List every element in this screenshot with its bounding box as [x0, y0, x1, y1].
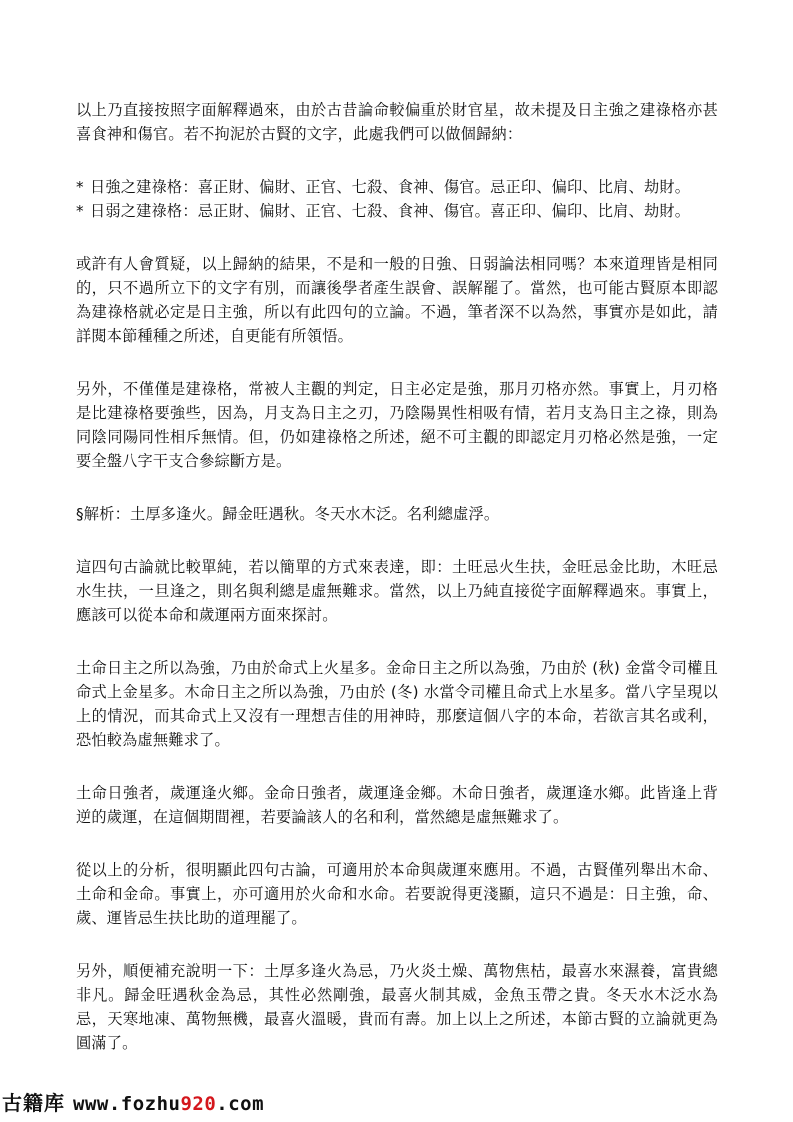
paragraph: 另外，不僅僅是建祿格，常被人主觀的判定，日主必定是強，那月刃格亦然。事實上，月刃格是比建祿格要強些，因為，月支為日主之刃，乃陰陽異性相吸有情，若月支為日主之祿，則為同陰同陽同性相斥無情。但，仍如建祿格之所述，絕不可主觀的即認定月刃格必然是強，一定要全盤八字干支合參綜斷方是。 [76, 380, 718, 470]
paragraph: 或許有人會質疑，以上歸納的結果，不是和一般的日強、日弱論法相同嗎？本來道理皆是相同的，只不過所立下的文字有別，而讓後學者產生誤會、誤解罷了。當然，也可能古賢原本即認為建祿格就必定是日主強，所以有此四句的立論。不過，筆者深不以為然，事實亦是如此，請詳閱本節種種之所述，自更能有所領悟。 [76, 255, 718, 345]
site-url-prefix: www.fozhu [73, 1093, 181, 1115]
site-url-suffix: .com [216, 1093, 265, 1115]
paragraph: 土命日主之所以為強，乃由於命式上火星多。金命日主之所以為強，乃由於 (秋) 金當令司權且命式上金星多。木命日主之所以為強，乃由於 (冬) 水當令司權且命式上水星多。當八字呈現以上的情況，而其命式上又沒有一理想吉佳的用神時，那麼這個八字的本命，若欲言其名或利，恐怕較為虛無難求了。 [76, 659, 718, 749]
paragraph: 從以上的分析，很明顯此四句古論，可適用於本命與歲運來應用。不過，古賢僅列舉出木命、土命和金命。事實上，亦可適用於火命和水命。若要說得更淺顯，這只不過是：日主強，命、歲、運皆忌生扶比助的道理罷了。 [76, 861, 718, 927]
document-body [76, 98, 718, 1084]
paragraph: 另外，順便補充說明一下：土厚多逢火為忌，乃火炎土燥、萬物焦枯，最喜水來濕養，富貴總非凡。歸金旺遇秋金為忌，其性必然剛強，最喜火制其威，金魚玉帶之貴。冬天水木泛水為忌，天寒地凍、萬物無機，最喜火溫暖，貴而有壽。加上以上之所述，本節古賢的立論就更為圓滿了。 [76, 962, 718, 1052]
bullet-list [76, 175, 718, 223]
bullet-item [76, 175, 718, 199]
bullet-text: 日弱之建祿格：忌正財、偏財、正官、七殺、食神、傷官。喜正印、偏印、比肩、劫財。 [90, 202, 691, 220]
section-heading: §解析：土厚多逢火。歸金旺遇秋。冬天水木泛。名利總虛浮。 [76, 505, 500, 523]
paragraph: 這四句古論就比較單純，若以簡單的方式來表達，即：土旺忌火生扶，金旺忌金比助，木旺忌水生扶，一旦逢之，則名與利總是虛無難求。當然，以上乃純直接從字面解釋過來。事實上，應該可以從本命和歲運兩方面來探討。 [76, 558, 718, 624]
bullet-text: 日強之建祿格：喜正財、偏財、正官、七殺、食神、傷官。忌正印、偏印、比肩、劫財。 [90, 178, 691, 196]
paragraph: 以上乃直接按照字面解釋過來，由於古昔論命較偏重於財官星，故未提及日主強之建祿格亦甚喜食神和傷官。若不拘泥於古賢的文字，此處我們可以做個歸納： [76, 101, 718, 143]
bullet-marker: * [76, 178, 84, 196]
footer-watermark [2, 1090, 264, 1117]
bullet-item [76, 199, 718, 223]
bullet-marker: * [76, 202, 84, 220]
site-url-highlight: 920 [180, 1093, 217, 1115]
paragraph: 土命日強者，歲運逢火鄉。金命日強者，歲運逢金鄉。木命日強者，歲運逢水鄉。此皆逢上背逆的歲運，在這個期間裡，若要論該人的名和利，當然總是虛無難求了。 [76, 784, 718, 826]
site-url[interactable] [73, 1093, 264, 1115]
site-name: 古籍库 [2, 1091, 65, 1115]
